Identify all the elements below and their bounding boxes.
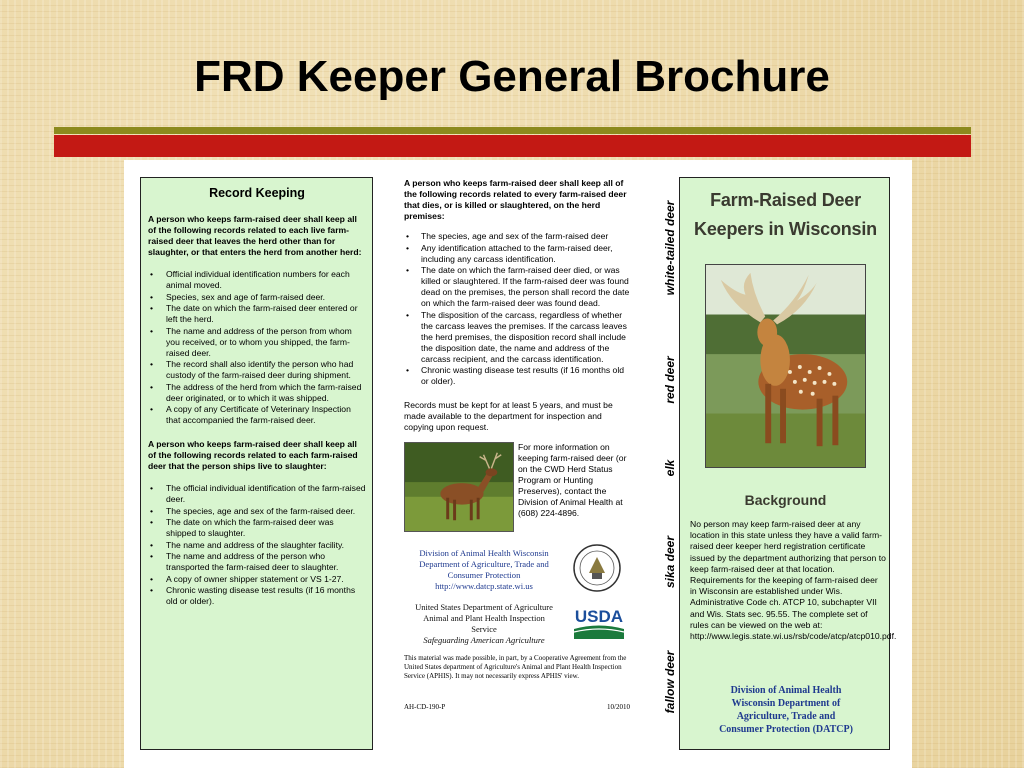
contact-section [404,442,630,722]
cover-panel [679,177,897,750]
title-underline-red [54,135,971,157]
list-item: • The address of the herd from which the farm-raised deer originated, or to which it was shipped. [148,382,366,404]
datcp-line: Division of Animal Health Wisconsin [419,548,549,558]
slaughter-intro: A person who keeps farm-raised deer shall keep all of the following records related to each farm-raised deer that the person ships live to slaughter: [148,439,358,471]
document-date: 10/2010 [607,703,630,711]
usda-line: United States Department of Agriculture [415,602,553,612]
list-item: • Official individual identification numbers for each animal moved. [148,269,366,291]
footer-line: Agriculture, Trade and [736,711,836,722]
spine-label: white-tailed deer [663,200,677,296]
usda-tagline: Safeguarding American Agriculture [423,635,545,645]
background-heading: Background [744,492,827,508]
slaughter-records-list [148,483,366,607]
list-item: • The official individual identification of the farm-raised deer. [148,483,366,505]
usda-line: Animal and Plant Health Inspection [423,613,545,623]
list-item: • The date on which the farm-raised deer died, or was killed or slaughtered. If the farm-raised deer was found dead on the premises, the person shall record the date on which the farm-raised deer was found dead. [404,265,630,309]
record-keeping-heading: Record Keeping [209,186,305,200]
datcp-credit [404,548,564,592]
cover-title [680,186,891,244]
spine-label: sika deer [663,535,677,589]
list-item: • The species, age and sex of the farm-raised deer. [148,506,366,517]
cover-title-line: Farm-Raised Deer [710,190,861,210]
usda-logo-icon [572,605,626,641]
cover-title-line: Keepers in Wisconsin [694,219,877,239]
red-deer-photo [404,442,514,532]
list-item: • Any identification attached to the farm-raised deer, including any carcass identification. [404,243,630,265]
datcp-line: Consumer Protection [447,570,521,580]
list-item: • The species, age and sex of the farm-raised deer [404,231,630,242]
death-records-list [404,231,630,387]
datcp-url: http://www.datcp.state.wi.us [435,581,533,591]
list-item: • Chronic wasting disease test results (if 16 months old or older). [404,365,630,387]
list-item: • The name and address of the slaughter facility. [148,540,366,551]
brochure-sheet [124,160,912,768]
list-item: • A copy of owner shipper statement or VS 1-27. [148,574,366,585]
footer-line: Division of Animal Health [730,685,842,696]
spine-label: elk [663,459,677,477]
records-retention-note: Records must be kept for at least 5 years, and must be made available to the department for inspection and copying upon request. [404,400,613,432]
list-item: • The date on which the farm-raised deer entered or left the herd. [148,303,366,325]
list-item: • Chronic wasting disease test results (if 16 months old or older). [148,585,366,607]
list-item: • The name and address of the person from whom you received, or to whom you shipped, the farm-raised deer. [148,326,366,359]
list-item: • The date on which the farm-raised deer was shipped to slaughter. [148,517,366,539]
background-text: No person may keep farm-raised deer at any location in this state unless they have a valid farm-raised deer keeper herd registration certificate issued by the department authorizing that person to keep farm-raised deer at that location. Requirements for the keeping of farm-raised deer in Wisconsin are established under Wis. Administrative Code ch. ATCP 10, subchapter VII and Wis. Stats sec. 95.55. The complete set of rules can be viewed on the web at: http://www.legis.state.wi.us/rsb/code/atcp/atcp010.pdf. [690,519,897,642]
datcp-footer [690,684,882,736]
document-id: AH-CD-190-P [404,703,446,711]
list-item: • Species, sex and age of farm-raised deer. [148,292,366,303]
usda-logo-text: USDA [574,607,624,626]
live-deer-records-list [148,269,366,426]
list-item: • A copy of any Certificate of Veterinary Inspection that accompanied the farm-raised deer. [148,404,366,426]
footer-line: Wisconsin Department of [731,698,841,709]
title-underline-olive [54,127,971,134]
aphis-disclaimer: This material was made possible, in part, by a Cooperative Agreement from the United States department of Agriculture's Animal and Plant Health Inspection Service (APHIS). It may not necessarily express APHIS' view. [404,654,627,680]
slide-title: FRD Keeper General Brochure [194,52,830,101]
death-records-panel [404,178,630,750]
more-info-text: For more information on keeping farm-raised deer (or on the CWD Herd Status Program or Hunting Preserves), contact the Division of Animal Health at (608) 224-4896. [518,442,627,518]
datcp-line: Department of Agriculture, Trade and [419,559,549,569]
usda-line: Service [471,624,497,634]
death-records-intro [404,178,630,222]
live-deer-intro: A person who keeps farm-raised deer shall keep all of the following records related to each live farm-raised deer that leaves the herd other than for slaughter, or that enters the herd from another herd: [148,214,362,257]
list-item: • The disposition of the carcass, regardless of whether the carcass leaves the premises. If the carcass leaves the herd premises, the disposition record shall include the disposition date, the name and address of the carcass recipient, and the carcass identification. [404,310,630,365]
death-records-intro-bold: A person who keeps farm-raised deer shall keep all of the following records related to every farm-raised deer that dies, or is killed or slaughtered, on the herd premises [404,178,627,221]
record-keeping-panel [140,177,373,750]
spine-label: fallow deer [663,650,677,714]
list-item: • The record shall also identify the person who had custody of the farm-raised deer during shipment. [148,359,366,381]
spine-label: red deer [663,356,677,404]
fallow-deer-photo [705,264,866,468]
footer-line: Consumer Protection (DATCP) [719,724,853,735]
death-records-intro-tail: : [441,211,445,221]
list-item: • The name and address of the person who transported the farm-raised deer to slaughter. [148,551,366,573]
usda-credit [404,602,564,646]
wisconsin-seal-icon [572,543,622,593]
